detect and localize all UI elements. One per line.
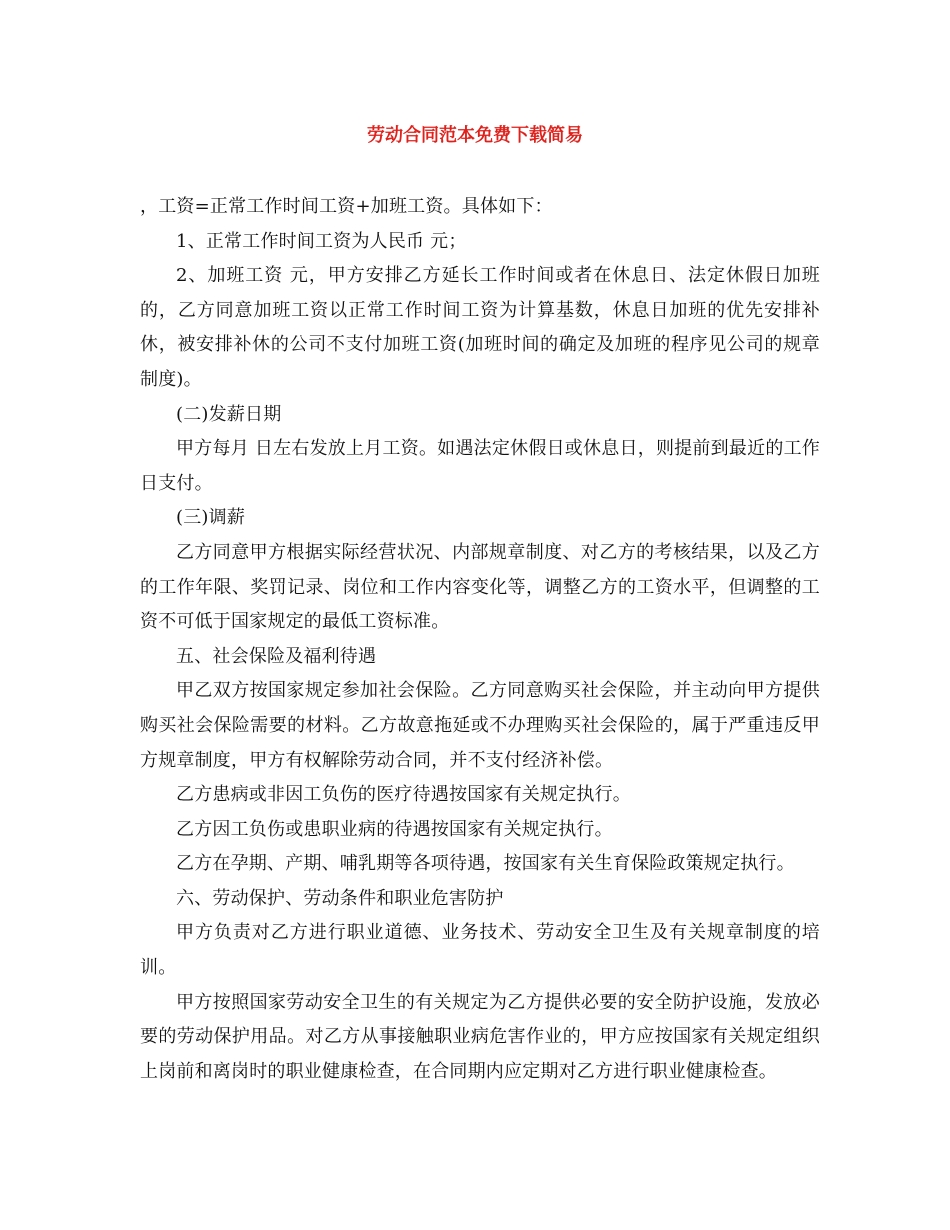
paragraph-safety-protection: 甲方按照国家劳动安全卫生的有关规定为乙方提供必要的安全防护设施，发放必要的劳动保护用品。对乙方从事接触职业病危害作业的，甲方应按国家有关规定组织上岗前和离岗时的职业健康检查，在合同期内应定期对乙方进行职业健康检查。 — [140, 991, 820, 1082]
paragraph-normal-wage: 1、正常工作时间工资为人民币 元； — [176, 230, 467, 252]
paragraph-salary-adjustment: 乙方同意甲方根据实际经营状况、内部规章制度、对乙方的考核结果，以及乙方的工作年限、奖罚记录、岗位和工作内容变化等，调整乙方的工资水平，但调整的工资不可低于国家规定的最低工资标准。 — [140, 541, 820, 633]
paragraph-maternity: 乙方在孕期、产期、哺乳期等各项待遇，按国家有关生育保险政策规定执行。 — [176, 853, 795, 875]
paragraph-training: 甲方负责对乙方进行职业道德、业务技术、劳动安全卫生及有关规章制度的培训。 — [140, 922, 820, 979]
paragraph-work-injury: 乙方因工负伤或患职业病的待遇按国家有关规定执行。 — [176, 818, 613, 840]
document-body — [140, 190, 820, 1089]
heading-salary-adjustment: (三)调薪 — [176, 507, 246, 529]
paragraph-social-insurance: 甲乙双方按国家规定参加社会保险。乙方同意购买社会保险，并主动向甲方提供购买社会保险需要的材料。乙方故意拖延或不办理购买社会保险的，属于严重违反甲方规章制度，甲方有权解除劳动合同，并不支付经济补偿。 — [140, 680, 820, 771]
paragraph-overtime-wage: 2、加班工资 元，甲方安排乙方延长工作时间或者在休息日、法定休假日加班的，乙方同意加班工资以正常工作时间工资为计算基数，休息日加班的优先安排补休，被安排补休的公司不支付加班工资(加班时间的确定及加班的程序见公司的规章制度)。 — [140, 265, 820, 390]
paragraph-salary-intro: ，工资=正常工作时间工资+加班工资。具体如下： — [140, 196, 553, 217]
paragraph-payday: 甲方每月 日左右发放上月工资。如遇法定休假日或休息日，则提前到最近的工作日支付。 — [140, 438, 820, 494]
document-title: 劳动合同范本免费下载简易 — [367, 125, 583, 146]
paragraph-medical-treatment: 乙方患病或非因工负伤的医疗待遇按国家有关规定执行。 — [176, 784, 631, 806]
heading-payday: (二)发薪日期 — [176, 403, 282, 425]
heading-social-insurance: 五、社会保险及福利待遇 — [176, 645, 377, 667]
heading-labor-protection: 六、劳动保护、劳动条件和职业危害防护 — [176, 887, 504, 909]
